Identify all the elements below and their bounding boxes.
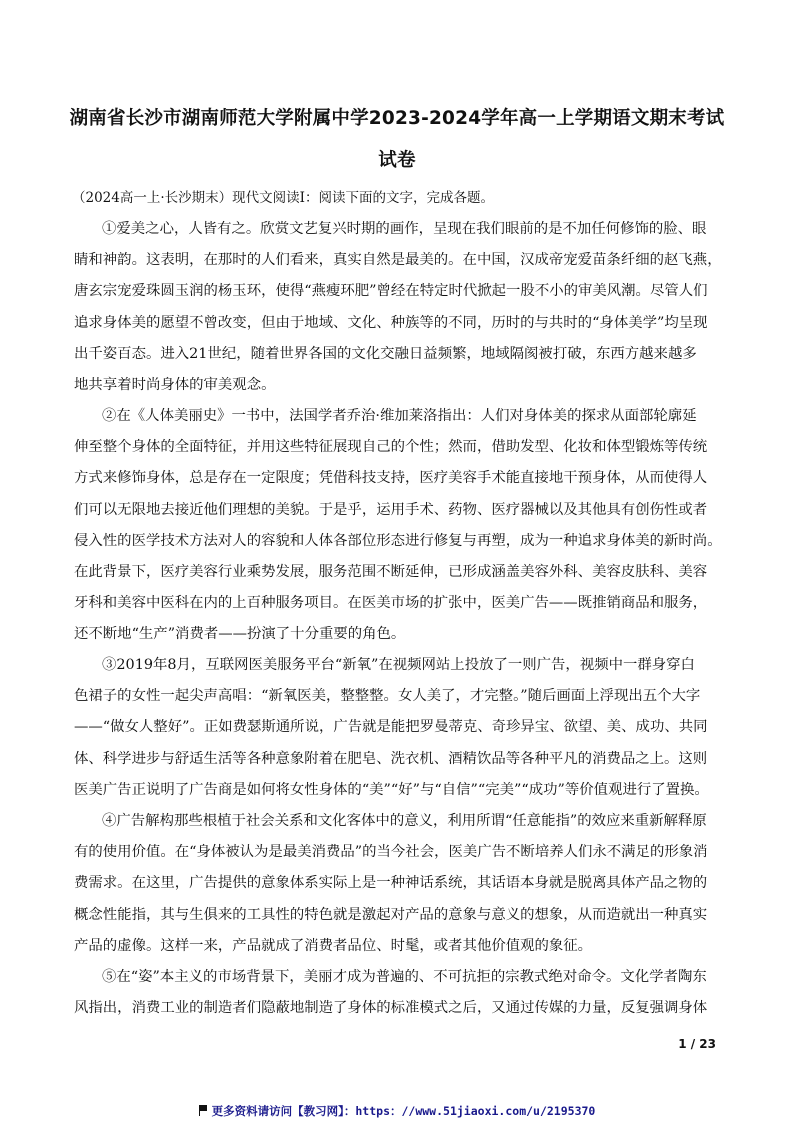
paragraph-3 [74,650,726,806]
paragraph-line: 在此背景下，医疗美容行业乘势发展，服务范围不断延伸，已形成涵盖美容外科、美容皮肤科、美容 [74,563,708,580]
footer-banner[interactable] [0,1103,794,1119]
paragraph-line: 产品的虚像。这样一来，产品就成了消费者品位、时髦，或者其他价值观的象征。 [74,937,593,954]
paragraph-line: ③2019年8月，互联网医美服务平台“新氧”在视频网站上投放了一则广告，视频中一群身穿白 [102,657,695,673]
paragraph-line: 概念性能指，其与生俱来的工具性的特色就是激起对产品的意象与意义的想象，从而造就出一种真实 [74,906,708,923]
paragraph-line: 牙科和美容中医科在内的上百种服务项目。在医美市场的扩张中，医美广告——既推销商品和服务， [74,595,708,612]
footer-link-text[interactable]: 更多资料请访问【教习网】：https：//www.51jiaoxi.com/u/2195370 [211,1104,596,1118]
paragraph-line: 们可以无限地去接近他们理想的美貌。于是乎，运用手术、药物、医疗器械以及其他具有创伤性或者 [74,501,708,518]
paragraph-line: 睛和神韵。这表明，在那时的人们看来，真实自然是最美的。在中国，汉成帝宠爱苗条纤细的赵飞燕， [74,252,722,269]
question-intro: （2024高一上·长沙期末）现代文阅读Ⅰ：阅读下面的文字，完成各题。 [72,190,494,206]
paragraph-line: 医美广告正说明了广告商是如何将女性身体的“美”“好”与“自信”“完美”“成功”等价值观进行了置换。 [74,781,709,798]
paragraph-line: 费需求。在这里，广告提供的意象体系实际上是一种神话系统，其话语本身就是脱离具体产品之物的 [74,875,708,892]
paragraph-line: ④广告解构那些根植于社会关系和文化客体中的意义，利用所谓“任意能指”的效应来重新解释原 [102,813,707,829]
paragraph-line: 追求身体美的愿望不曾改变，但由于地域、文化、种族等的不同，历时的与共时的“身体美学”均呈现 [74,314,708,331]
paragraph-line: 唐玄宗宠爱珠圆玉润的杨玉环，使得“燕瘦环肥”曾经在特定时代掀起一股不小的审美风潮。尽管人们 [74,283,708,300]
paragraph-line: ②在《人体美丽史》一书中，法国学者乔治·维加莱洛指出：人们对身体美的探求从面部轮廓延 [102,408,697,424]
document-title-line-1: 湖南省长沙市湖南师范大学附属中学2023-2024学年高一上学期语文期末考试 [69,108,725,129]
paragraph-line: 有的使用价值。在“身体被认为是最美消费品”的当今社会，医美广告不断培养人们永不满足的形象消 [74,844,708,861]
paragraph-2 [74,401,726,651]
paragraph-line: 还不断地“生产”消费者——扮演了十分重要的角色。 [74,626,406,643]
paragraph-line: 伸至整个身体的全面特征，并用这些特征展现自己的个性；然而，借助发型、化妆和体型锻炼等传统 [74,439,708,456]
paragraph-line: ⑤在“姿”本主义的市场背景下，美丽才成为普遍的、不可抗拒的宗教式绝对命令。文化学者陶东 [102,969,707,985]
paragraph-line: ①爱美之心，人皆有之。欣赏文艺复兴时期的画作，呈现在我们眼前的是不加任何修饰的脸、眼 [102,221,707,237]
paragraph-line: 出千姿百态。进入21世纪，随着世界各国的文化交融日益频繁，地域隔阂被打破，东西方越来越多 [74,345,697,362]
paragraph-4 [74,806,726,962]
paragraph-line: ——“做女人整好”。正如费瑟斯通所说，广告就是能把罗曼蒂克、奇珍异宝、欲望、美、成功、共同 [74,719,708,736]
flag-icon [199,1105,208,1116]
paragraph-line: 侵入性的医学技术方法对人的容貌和人体各部位形态进行修复与再塑，成为一种追求身体美的新时尚。 [74,532,722,549]
paragraph-line: 体、科学进步与舒适生活等各种意象附着在肥皂、洗衣机、酒精饮品等各种平凡的消费品之上。这则 [74,750,708,767]
paragraph-line: 色裙子的女性一起尖声高唱：“新氧医美，整整整。女人美了，才完整。”随后画面上浮现出五个大字 [74,688,701,705]
document-title-line-2: 试卷 [378,150,416,171]
paragraph-line: 方式来修饰身体，总是存在一定限度；凭借科技支持，医疗美容手术能直接地干预身体，从而使得人 [74,470,708,487]
page-number: 1 / 23 [678,1037,716,1051]
paragraph-line: 风指出，消费工业的制造者们隐蔽地制造了身体的标准模式之后，又通过传媒的力量，反复强调身体 [74,1000,708,1017]
paragraph-line: 地共享着时尚身体的审美观念。 [74,376,276,393]
paragraph-1 [74,214,726,401]
paragraph-5 [74,962,726,1024]
